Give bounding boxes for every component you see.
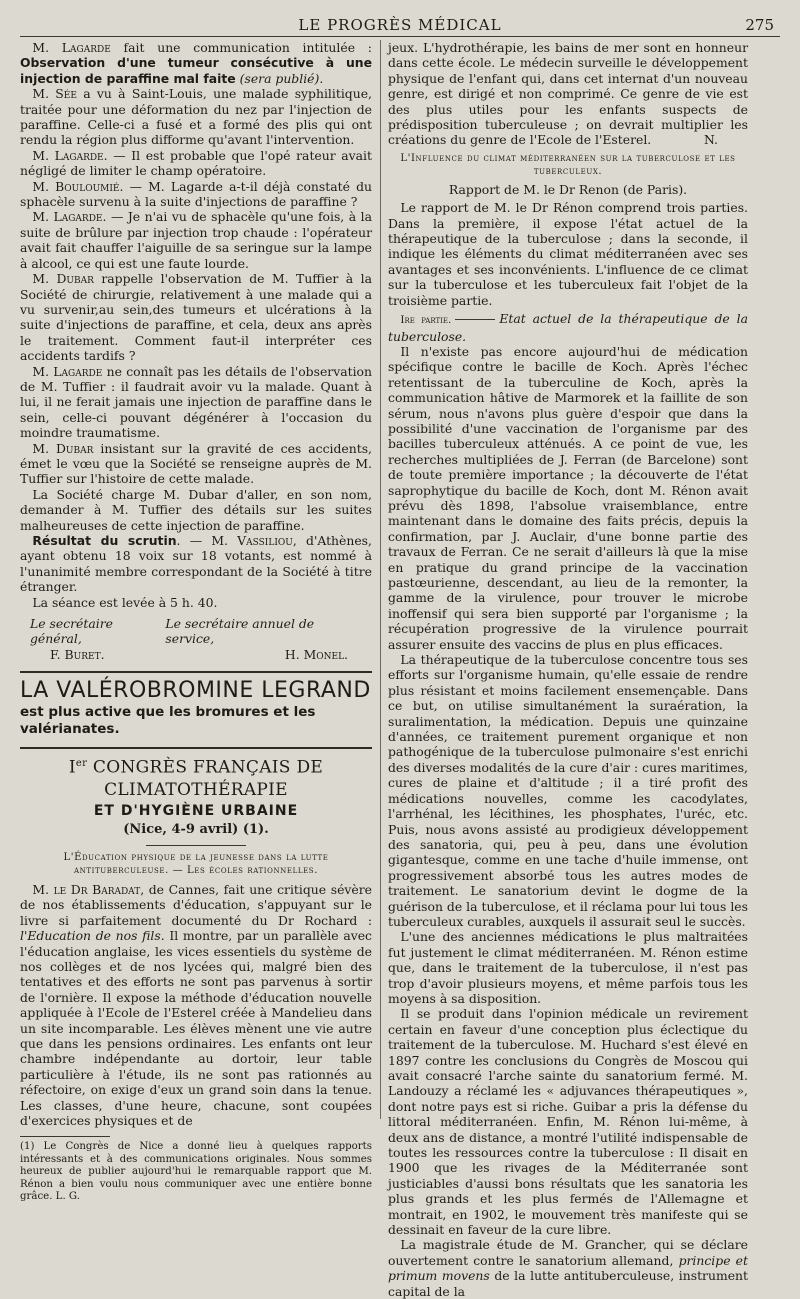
paragraph-dubar-1: M. Dubar rappelle l'observation de M. Tuffier à la Société de chirurgie, relativement à une malade qui a vu survenir,au sein,des tumeurs et ulcérations à la suite d'injections de paraffine, et cela, deux ans après le traitement. Comment faut-il interpréter ces accidents tardifs ? — [20, 271, 372, 364]
part-one-heading: Ire partie. Etat actuel de la thérapeutique de la tuberculose. — [388, 311, 748, 344]
paragraph-baradat: M. le Dr Baradat, de Cannes, fait une critique sévère de nos établissements d'éducation, s'appuyant sur le livre si parfaitement documenté du Dr Rochard : l'Education de nos fils. Il montre, par un parallèle avec l'éducation anglaise, les vices essentiels du système de nos collèges et de nos lycées qui, malgré bien des tentatives et des efforts ne sont pas parvenus à sortir de l'ornière. Il expose la méthode d'éducation nouvelle appliquée à l'Ecole de l'Esterel créée à Mandelieu dans un site incomparable. Les élèves mènent une vie autre que dans les pensions ordinaires. Les enfants ont leur chambre indépendante au dortoir, leur table particulière à l'étude, ils ne sont pas rationnés au réfectoire, on exige d'eux un grand soin dans la tenue. Les classes, d'une heure, chacune, sont coupées d'exercices physiques et de — [20, 881, 372, 1128]
secretaries-names: F. Buret. H. Monel. — [50, 646, 348, 662]
paragraph-lagarde-reply-1: M. Lagarde. — Il est probable que l'opé rateur avait négligé de limiter le champ opératoire. — [20, 147, 373, 179]
congress-place-date: (Nice, 4-9 avril) (1). — [123, 821, 269, 837]
paragraph-lagarde-reply-3: M. Lagarde ne connaît pas les détails de l'observation de M. Tuffier : il faudrait avoir vu la malade. Quant à lui, il ne ferait jamais une injection de paraffine dans le sein, celle-ci pouvant dégénérer à l'occasion du moindre traumatisme. — [20, 363, 372, 441]
paragraph-seance-levee: La séance est levée à 5 h. 40. — [32, 594, 218, 610]
short-rule — [146, 845, 246, 846]
congress-subtitle: ET D'HYGIÈNE URBAINE — [93, 802, 299, 819]
paragraph-scrutin: Résultat du scrutin. — M. Vassiliou, d'Athènes, ayant obtenu 18 voix sur 18 votants, est nommé à l'unanimité membre correspondant de la Société à titre étranger. — [20, 533, 372, 595]
paragraph-revirement: Il se produit dans l'opinion médicale un revirement certain en faveur d'une conception plus éclectique du traitement de la tuberculose. M. Huchard s'est élevé en 1897 contre les conclusions du Congrès de Moscou qui avait consacré l'arche sainte du sanatorium fermé. M. Landouzy a réclamé les « adjuvances thérapeutiques », dont notre pays est si riche. Guibar a pris la défense du littoral méditerranéen. Enfin, M. Rénon lui-même, à deux ans de distance, a montré l'utilité indispensable de toutes les ressources contre la tuberculose : Il disait en 1900 que les rivages de la Méditerranée sont justiciables d'aussi bons résultats que les sanatoria les plus grands et les plus fermés de l'Allemagne et montrait, en 1902, le mouvement très manifeste qui se dessinait en faveur de la cure libre. — [388, 1006, 748, 1238]
page-header — [20, 14, 780, 37]
congress-title: Ier CONGRÈS FRANÇAIS DE CLIMATOTHÉRAPIE — [68, 757, 324, 800]
footnote: (1) Le Congrès de Nice a donné lieu à quelques rapports intéressants et à des communications originales. Nous sommes heureux de publier aujourd'hui le remarquable rapport que M. Rénon a bien voulu nous communiquer avec une entière bonne grâce. L. G. — [20, 1141, 372, 1203]
paragraph-climat-mediterraneen: L'une des anciennes médications le plus maltraitées fut justement le climat méditerranéen. M. Rénon estime que, dans le traitement de la tuberculose, il n'est pas trop d'avoir plusieurs moyens, et même parfois tous les moyens à sa disposition. — [388, 929, 748, 1006]
section-separator — [20, 671, 372, 673]
footnote-rule — [20, 1136, 110, 1137]
journal-title: LE PROGRÈS MÉDICAL — [298, 16, 502, 34]
column-divider — [380, 40, 381, 1119]
section-heading-climat: L'Influence du climat méditerranéen sur la tuberculose et les tuberculeux. — [400, 152, 736, 177]
paragraph-bacille-koch: Il n'existe pas encore aujourd'hui de médication spécifique contre le bacille de Koch. Après l'échec retentissant de la tuberculine de Koch, après la communication hâtive de Marmorek et la faillite de son sérum, nous n'avons plus guère d'espoir que dans la possibilité d'une vaccination de l'organisme par des bacilles tuberculeux atténués. A ce point de vue, les recherches multipliées de J. Ferran (de Barcelone) sont de toute première importance ; la découverte de l'état saprophytique du bacille de Koch, dont M. Rénon avait prévu dès 1898, l'absolue vraisemblance, entre maintenant dans le domaine des faits précis, depuis la confirmation, par J. Auclair, d'une bonne partie des travaux de Ferran. Ce ne serait d'ailleurs là que la mise en pratique du grand principe de la vaccination pastœurienne, descendant, au lieu de la remonter, la gamme de la virulence, pour trouver le microbe inoffensif qui sera bien supporté par l'organisme ; la récupération progressive de la virulence pourrait assurer ensuite des vaccins de plus en plus efficaces. — [388, 343, 748, 652]
page-number: 275 — [745, 16, 774, 34]
paragraph-rapport-intro: Le rapport de M. le Dr Rénon comprend trois parties. Dans la première, il expose l'état actuel de la thérapeutique de la tuberculose ; dans la seconde, il indique les éléments du climat méditerranéen avec ses avantages et ses inconvénients. L'influence de ce climat sur la tuberculose et les tuberculeux fait l'objet de la troisième partie. — [388, 200, 748, 308]
paragraph-esterel-continued: jeux. L'hydrothérapie, les bains de mer sont en honneur dans cette école. Le médecin surveille le développement physique de l'enfant qui, dans cet internat d'un nouveau genre, est dirigé et non comprimé. Ce genre de vie est des plus utiles pour les enfants suspects de prédisposition tuberculeuse ; on devrait multiplier les créations du genre de l'Ecole de l'Esterel. N. — [388, 40, 748, 148]
secretaries-labels: Le secrétaire général, Le secrétaire annuel de service, — [30, 616, 315, 647]
paragraph-grancher: La magistrale étude de M. Grancher, qui se déclare ouvertement contre le sanatorium allemand, principe et primum movens de la lutte antituberculeuse, instrument capital de la — [388, 1237, 748, 1299]
left-column — [20, 40, 373, 1203]
advertisement-title: LA VALÉROBROMINE LEGRAND — [20, 678, 371, 704]
section-heading-education: L'Éducation physique de la jeunesse dans la lutte antituberculeuse. — Les écoles rationnelles. — [63, 851, 329, 876]
paragraph-societe: La Société charge M. Dubar d'aller, en son nom, demander à M. Tuffier des détails sur les suites malheureuses de cette injection de paraffine. — [20, 486, 372, 533]
section-separator-2 — [20, 747, 372, 749]
paragraph-see: M. Sée a vu à Saint-Louis, une malade syphilitique, traitée pour une déformation du nez par l'injection de paraffine. Celle-ci a fusé et a formé des plis qui ont rendu la région plus difforme qu'avant l'intervention. — [20, 86, 372, 148]
advertisement-subtitle: est plus active que les bromures et les valérianates. — [20, 704, 316, 738]
rapport-heading: Rapport de M. le Dr Renon (de Paris). — [448, 181, 688, 197]
paragraph-lagarde-communication: M. Lagarde fait une communication intitulée : Observation d'une tumeur consécutive à une injection de paraffine mal faite (sera publié). — [20, 40, 372, 86]
paragraph-bouloumie: M. Bouloumié. — M. Lagarde a-t-il déjà constaté du sphacèle survenu à la suite d'injections de paraffine ? — [20, 178, 372, 210]
signature-n: N. — [704, 132, 718, 148]
paragraph-therapeutique: La thérapeutique de la tuberculose concentre tous ses efforts sur l'organisme humain, qu'elle essaie de rendre plus résistant et moins facilement ensemençable. Dans ce but, on utilise simultanément la suraération, la suralimentation, la médication. Depuis une quinzaine d'années, ce traitement purement organique et non pathogénique de la tuberculose pulmonaire s'est enrichi des diverses modalités de la cure d'air : cures maritimes, cures de plaine et d'altitude ; il a tiré profit des médications nouvelles, comme les cacodylates, l'arrhénal, les lécithines, les phosphates, l'uréc, etc. Puis, nous avons assisté au prodigieux développement des sanatoria, qui, peu à peu, dans une évolution gigantesque, comme en une tache d'huile immense, ont progressivement absorbé tous les autres modes de traitement. Le sanatorium devint le dogme de la guérison de la tuberculose, et il réclama pour lui tous les tuberculeux curables, auxquels il assurait seul le succès. — [388, 652, 748, 929]
right-column — [388, 40, 748, 1299]
paragraph-lagarde-reply-2: M. Lagarde. — Je n'ai vu de sphacèle qu'une fois, à la suite de brûlure par injection trop chaude : l'opérateur avait fait chauffer l'aiguille de sa seringue sur la lampe à alcool, ce qui est une faute lourde. — [20, 209, 372, 271]
paragraph-dubar-2: M. Dubar insistant sur la gravité de ces accidents, émet le vœu que la Société se renseigne auprès de M. Tuffier sur l'histoire de cette malade. — [20, 440, 372, 487]
